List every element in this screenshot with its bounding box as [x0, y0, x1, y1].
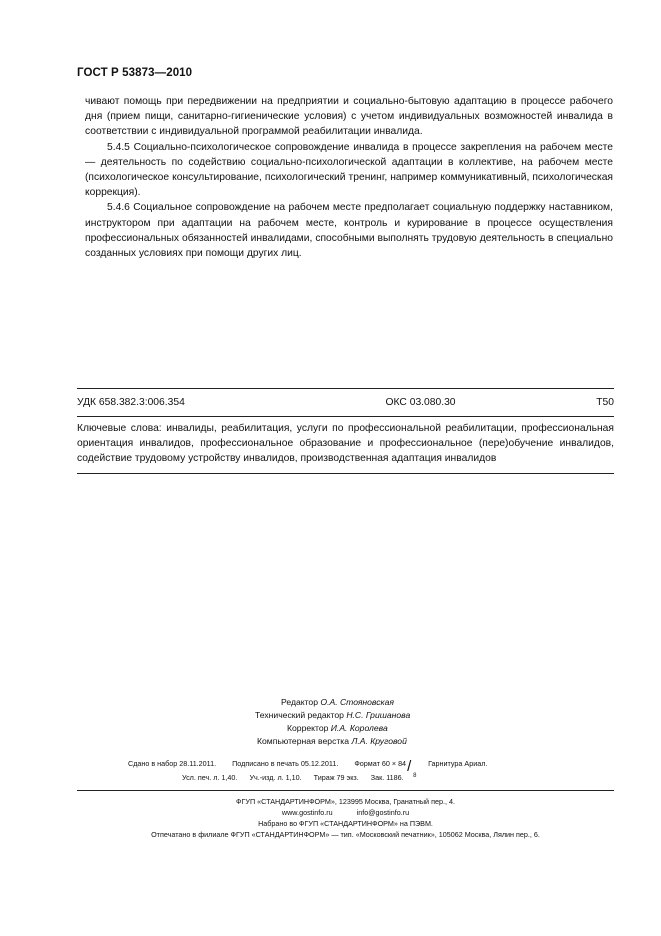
publisher-website[interactable]: www.gostinfo.ru — [281, 808, 333, 817]
sent-date: Сдано в набор 28.11.2011. — [128, 759, 217, 768]
tech-editor-label: Технический редактор — [255, 710, 344, 720]
layout-name: Л.А. Круговой — [351, 736, 407, 746]
uch-sheets: Уч.-изд. л. 1,10. — [249, 773, 302, 782]
publisher-contacts — [77, 808, 614, 818]
keywords: Ключевые слова: инвалиды, реабилитация, услуги по профессиональной реабилитации, профессиональная ориентация инвалидов, профессиональное образование и профессиональное (пере)обучение инвалидов, содействие трудовому устройству инвалидов, производственная адаптация инвалидов — [77, 423, 614, 465]
usl-sheets: Усл. печ. л. 1,40. — [182, 773, 238, 782]
signed-date: Подписано в печать 05.12.2011. — [232, 759, 339, 768]
credit-layout — [257, 735, 407, 749]
classification-row — [77, 397, 614, 408]
order-number: Зак. 1186. — [370, 773, 404, 782]
middle-divider — [77, 416, 614, 417]
format-den: 8 — [413, 773, 417, 779]
format-times: × — [391, 759, 397, 768]
credit-editor — [281, 696, 394, 710]
editor-name: О.А. Стояновская — [320, 697, 394, 707]
publisher-email[interactable]: info@gostinfo.ru — [356, 808, 410, 817]
paragraph-5-4-5: 5.4.5 Социально-психологическое сопровождение инвалида в процессе закрепления на рабочем месте — деятельность по содействию социально-психологической адаптации в коллективе, на рабочем месте (психологическое консультирование, психологический тренинг, например коммуникативный, психологическая коррекция). — [85, 141, 613, 199]
group-code: Т50 — [596, 397, 614, 408]
format-num: 84 — [398, 759, 407, 768]
print-run: Тираж 79 экз. — [313, 773, 359, 782]
top-divider — [77, 388, 614, 389]
document-code: ГОСТ Р 53873—2010 — [77, 67, 193, 79]
typeface: Гарнитура Ариал. — [428, 759, 488, 768]
corrector-name: И.А. Королева — [330, 723, 388, 733]
layout-label: Компьютерная верстка — [257, 736, 350, 746]
paragraph-continuation: чивают помощь при передвижении на предприятии и социально-бытовую адаптацию в процессе рабочего дня (прием пищи, санитарно-гигиенические условия) с учетом индивидуальных возможностей инвалида в соответствии с индивидуальной программой реабилитации инвалида. — [85, 96, 613, 138]
tech-editor-name: Н.С. Гришанова — [346, 710, 411, 720]
bottom-divider — [77, 473, 614, 474]
editor-label: Редактор — [281, 697, 318, 707]
udk-code: УДК 658.382.3:006.354 — [77, 397, 185, 408]
corrector-label: Корректор — [287, 723, 329, 733]
credit-corrector — [287, 722, 388, 736]
credit-tech-editor — [255, 709, 410, 723]
body-text — [85, 94, 613, 261]
imprint-line-2 — [182, 771, 404, 785]
typeset-note: Набрано во ФГУП «СТАНДАРТИНФОРМ» на ПЭВМ. — [258, 819, 433, 828]
publisher-address: ФГУП «СТАНДАРТИНФОРМ», 123995 Москва, Гранатный пер., 4. — [236, 797, 455, 806]
imprint-line-1: Сдано в набор 28.11.2011. Подписано в печать 05.12.2011. Формат 60 × 84 / 8 Гарнитура Ариал. — [128, 757, 487, 771]
printed-note: Отпечатано в филиале ФГУП «СТАНДАРТИНФОРМ» — тип. «Московский печатник», 105062 Москва, Лялин пер., 6. — [151, 830, 540, 839]
format-label: Формат 60 — [354, 759, 390, 768]
paragraph-5-4-6: 5.4.6 Социальное сопровождение на рабочем месте предполагает социальную поддержку наставником, инструктором при адаптации на рабочем месте, контроль и курирование в процессе осуществления профессиональных обязанностей инвалидами, способными выполнять трудовую деятельность в специально созданных условиях при помощи других лиц. — [85, 202, 613, 260]
oks-code: ОКС 03.080.30 — [385, 397, 456, 408]
publisher-divider — [77, 790, 614, 791]
